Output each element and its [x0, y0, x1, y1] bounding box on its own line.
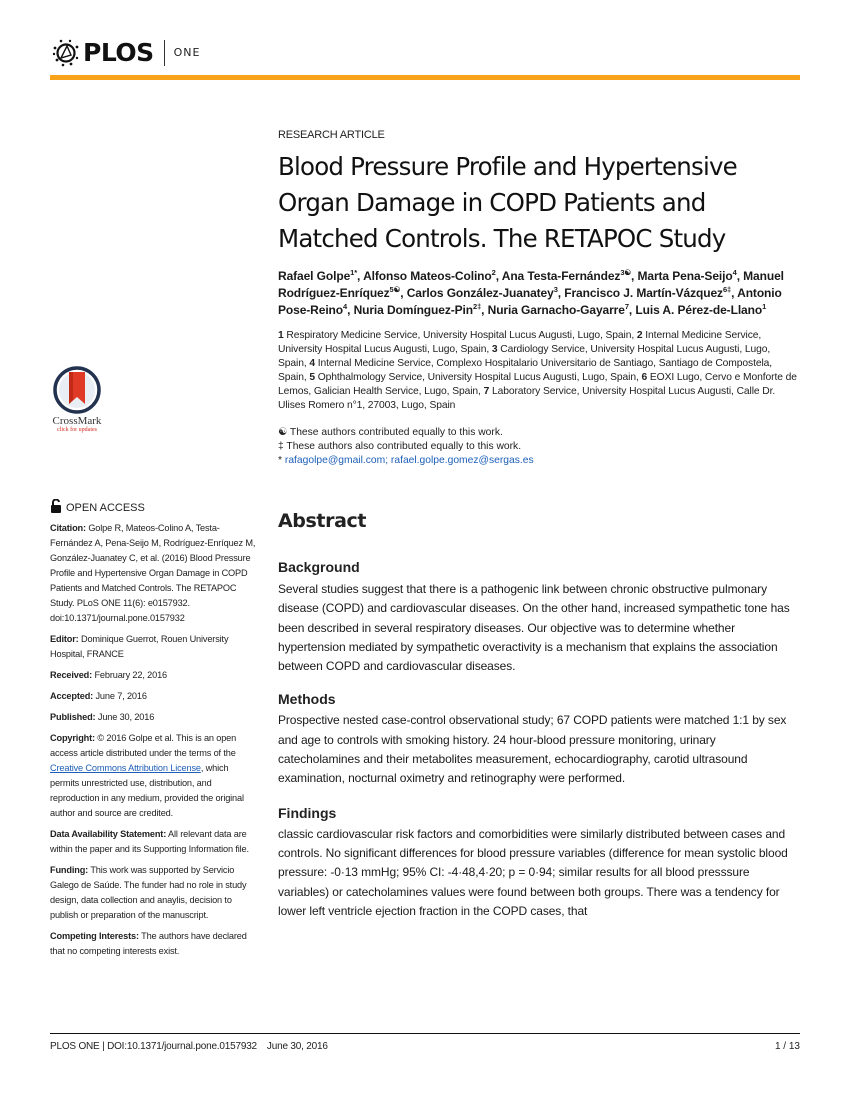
abstract-heading: Abstract	[278, 510, 367, 532]
affiliation-text: Internal Medicine Service, University Hospital Lucus Augusti, Lugo, Spain,	[278, 330, 762, 355]
author-affiliation-marker: 4	[732, 268, 737, 277]
funding-block	[50, 863, 256, 923]
footer-date: June 30, 2016	[266, 1041, 328, 1052]
author-name[interactable]: Nuria Garnacho-Gayarre	[487, 303, 625, 317]
author-affiliation-marker: 7	[624, 302, 629, 311]
author-affiliation-marker: 6‡	[722, 285, 732, 294]
author-name[interactable]: Nuria Domínguez-Pin	[353, 303, 473, 317]
editor-text: Dominique Guerrot, Rouen University Hospital, FRANCE	[50, 634, 229, 659]
plos-globe-icon	[52, 39, 80, 67]
author-name[interactable]: Marta Pena-Seijo	[637, 269, 733, 283]
footer-journal-doi: PLOS ONE | DOI:10.1371/journal.pone.0157932	[50, 1041, 257, 1052]
author-name[interactable]: Rafael Golpe	[278, 269, 351, 283]
received-label: Received:	[50, 670, 93, 680]
citation-text: Golpe R, Mateos-Colino A, Testa-Fernández A, Pena-Seijo M, Rodríguez-Enríquez M, González-Juanatey C, et al. (2016) Blood Pressure Profile and Hypertensive Organ Damage in COPD Patients and Matched Controls. The RETAPOC Study. PLoS ONE 11(6): e0157932. doi:10.1371/journal.pone.0157932	[50, 523, 256, 623]
footer-citation	[50, 1041, 328, 1052]
author-affiliation-marker: 3	[553, 285, 558, 294]
copyright-text-end: , which permits unrestricted use, distribution, and reproduction in any medium, provided the original author and source are credited.	[50, 763, 244, 818]
author-affiliation-marker: 4	[343, 302, 348, 311]
affiliation-text: EOXI Lugo, Cervo e Monforte de Lemos, Galician Health Service, Lugo, Spain,	[278, 372, 797, 397]
data-availability-label: Data Availability Statement:	[50, 829, 167, 839]
header-accent-rule	[50, 75, 800, 80]
citation-label: Citation:	[50, 523, 86, 533]
affiliation-number: 6	[641, 372, 648, 383]
author-affiliation-marker: 2‡	[473, 302, 482, 311]
open-lock-icon	[50, 499, 66, 518]
author-name[interactable]: Ana Testa-Fernández	[501, 269, 621, 283]
affiliation-number: 4	[309, 358, 315, 369]
affiliation-number: 7	[483, 386, 490, 397]
author-name[interactable]: Francisco J. Martín-Vázquez	[564, 286, 723, 300]
accepted-label: Accepted:	[50, 691, 94, 701]
funding-text: This work was supported by Servicio Galego de Saúde. The funder had no role in study design, data collection and anaylis, decision to publish or preparation of the manuscript.	[50, 865, 247, 920]
published-block	[50, 710, 256, 725]
crossmark-badge[interactable]	[46, 366, 108, 434]
affiliation-text: Laboratory Service, University Hospital Lucus Augusti, Calle Dr. Ulises Romero n°1, 27003, Lugo, Spain	[278, 386, 776, 411]
competing-interests-label: Competing Interests:	[50, 931, 139, 941]
author-name[interactable]: Antonio Pose-Reino	[278, 286, 782, 317]
data-availability-text: All relevant data are within the paper and its Supporting Information file.	[50, 829, 249, 854]
author-affiliation-marker: 2	[491, 268, 496, 277]
logo-divider	[164, 40, 165, 66]
author-affiliation-marker: 3☯	[620, 268, 632, 277]
accepted-date: June 7, 2016	[95, 691, 147, 701]
crossmark-icon	[46, 366, 108, 414]
methods-heading: Methods	[278, 691, 336, 708]
funding-label: Funding:	[50, 865, 89, 875]
received-date: February 22, 2016	[94, 670, 167, 680]
affiliation-number: 2	[636, 330, 643, 341]
page-number: 1 / 13	[774, 1041, 800, 1052]
accepted-block	[50, 689, 256, 704]
affiliation-text: Respiratory Medicine Service, University Hospital Lucus Augusti, Lugo, Spain,	[283, 330, 637, 341]
article-title: Blood Pressure Profile and Hypertensive Organ Damage in COPD Patients and Matched Controls. The RETAPOC Study	[278, 152, 737, 253]
received-block	[50, 668, 256, 683]
copyright-text: © 2016 Golpe et al. This is an open access article distributed under the terms of the	[50, 733, 237, 758]
plos-one-logo[interactable]	[52, 38, 200, 68]
also-equal-contribution-note: ‡ These authors also contributed equally to this work.	[278, 441, 522, 452]
competing-interests-text: The authors have declared that no competing interests exist.	[50, 931, 247, 956]
logo-journal: ONE	[173, 46, 201, 59]
copyright-label: Copyright:	[50, 733, 95, 743]
affiliation-number: 3	[491, 344, 498, 355]
cc-license-link[interactable]: Creative Commons Attribution License	[50, 763, 201, 773]
findings-heading: Findings	[278, 804, 337, 821]
logo-text: PLOS	[83, 38, 154, 67]
author-name[interactable]: Alfonso Mateos-Colino	[363, 269, 492, 283]
author-affiliation-marker: 5☯	[389, 285, 401, 294]
methods-text: Prospective nested case-control observational study; 67 COPD patients were matched 1:1 by sex and age to controls with smoking history. 24 hour-blood pressure monitoring, urinary catecholamines and their metabolites measurement, echocardiography, carotid ultrasound examination, nocturnal oximetry and retinography were performed.	[278, 713, 787, 786]
editor-label: Editor:	[50, 634, 79, 644]
open-access-label: OPEN ACCESS	[66, 501, 145, 514]
competing-interests-block	[50, 929, 256, 959]
author-list: Rafael Golpe$^{1*}$, Alfonso Mateos-Colino$^2$, Ana Testa-Fernández$^{3☯}$, Marta Pena-Seijo$^4$, Manuel Rodríguez-Enríquez$^{5☯}$, Carlos González-Juanatey$^3$, Francisco J. Martín-Vázquez$^{6\ddagger}$, Antonio Pose-Reino$^4$, Nuria Domínguez-Pin$^{2\ddagger}$, Nuria Garnacho-Gayarre$^7$, Luis A. Pérez-de-Llano$^1$	[278, 268, 784, 317]
crossmark-title: CrossMark	[52, 415, 102, 427]
affiliation-number: 5	[309, 372, 315, 383]
author-notes	[278, 426, 798, 468]
author-name[interactable]: Luis A. Pérez-de-Llano	[635, 303, 763, 317]
crossmark-subtitle: click for updates	[57, 427, 97, 433]
citation-block	[50, 521, 256, 626]
affiliation-text: Internal Medicine Service, Complexo Hospitalario Universitario de Santiago, Santiago de Compostela, Spain,	[278, 358, 773, 383]
footer-rule	[50, 1033, 800, 1034]
author-affiliation-marker: 1	[762, 302, 767, 311]
article-main	[278, 128, 798, 921]
article-metadata-sidebar	[50, 500, 256, 965]
author-name[interactable]: Manuel Rodríguez-Enríquez	[278, 269, 784, 300]
affiliation-number: 1	[278, 330, 284, 341]
author-name[interactable]: Carlos González-Juanatey	[406, 286, 554, 300]
published-date: June 30, 2016	[97, 712, 155, 722]
editor-block	[50, 632, 256, 662]
corresponding-author-note	[278, 454, 798, 468]
copyright-block	[50, 731, 256, 821]
corresponding-emails[interactable]: rafagolpe@gmail.com; rafael.golpe.gomez@sergas.es	[284, 455, 534, 466]
affiliation-text: Cardiology Service, University Hospital Lucus Augusti, Lugo, Spain,	[278, 344, 771, 369]
data-availability-block	[50, 827, 256, 857]
corresponding-mark: *	[278, 455, 283, 466]
published-label: Published:	[50, 712, 96, 722]
author-affiliation-marker: 1*	[350, 268, 358, 277]
findings-text: classic cardiovascular risk factors and comorbidities were similarly distributed between cases and controls. No significant differences for blood pressure variables (difference for mean systolic blood pressure: -0·13 mmHg; 95% CI: -4·48,4·20; p = 0·94; similar results for all blood presssure variables) or catecholamines values were found between both groups. There was a tendency for lower left ventricle ejection fraction in the COPD cases, that	[278, 826, 788, 918]
open-access-badge	[50, 500, 256, 516]
article-type: RESEARCH ARTICLE	[278, 129, 385, 141]
background-text: Several studies suggest that there is a pathogenic link between chronic obstructive pulmonary disease (COPD) and cardiovascular diseases. On the other hand, increased sympathetic tone has been described in several respiratory diseases. Our objective was to determine whether hypertension mediated by sympathetic overactivity is a mechanism that explains the association between COPD and cardiovascular diseases.	[278, 582, 790, 674]
affiliation-text: Ophthalmology Service, University Hospital Lucus Augusti, Lugo, Spain,	[315, 372, 642, 383]
equal-contribution-note: ☯ These authors contributed equally to this work.	[278, 427, 503, 438]
background-heading: Background	[278, 559, 360, 575]
affiliations	[278, 329, 798, 413]
